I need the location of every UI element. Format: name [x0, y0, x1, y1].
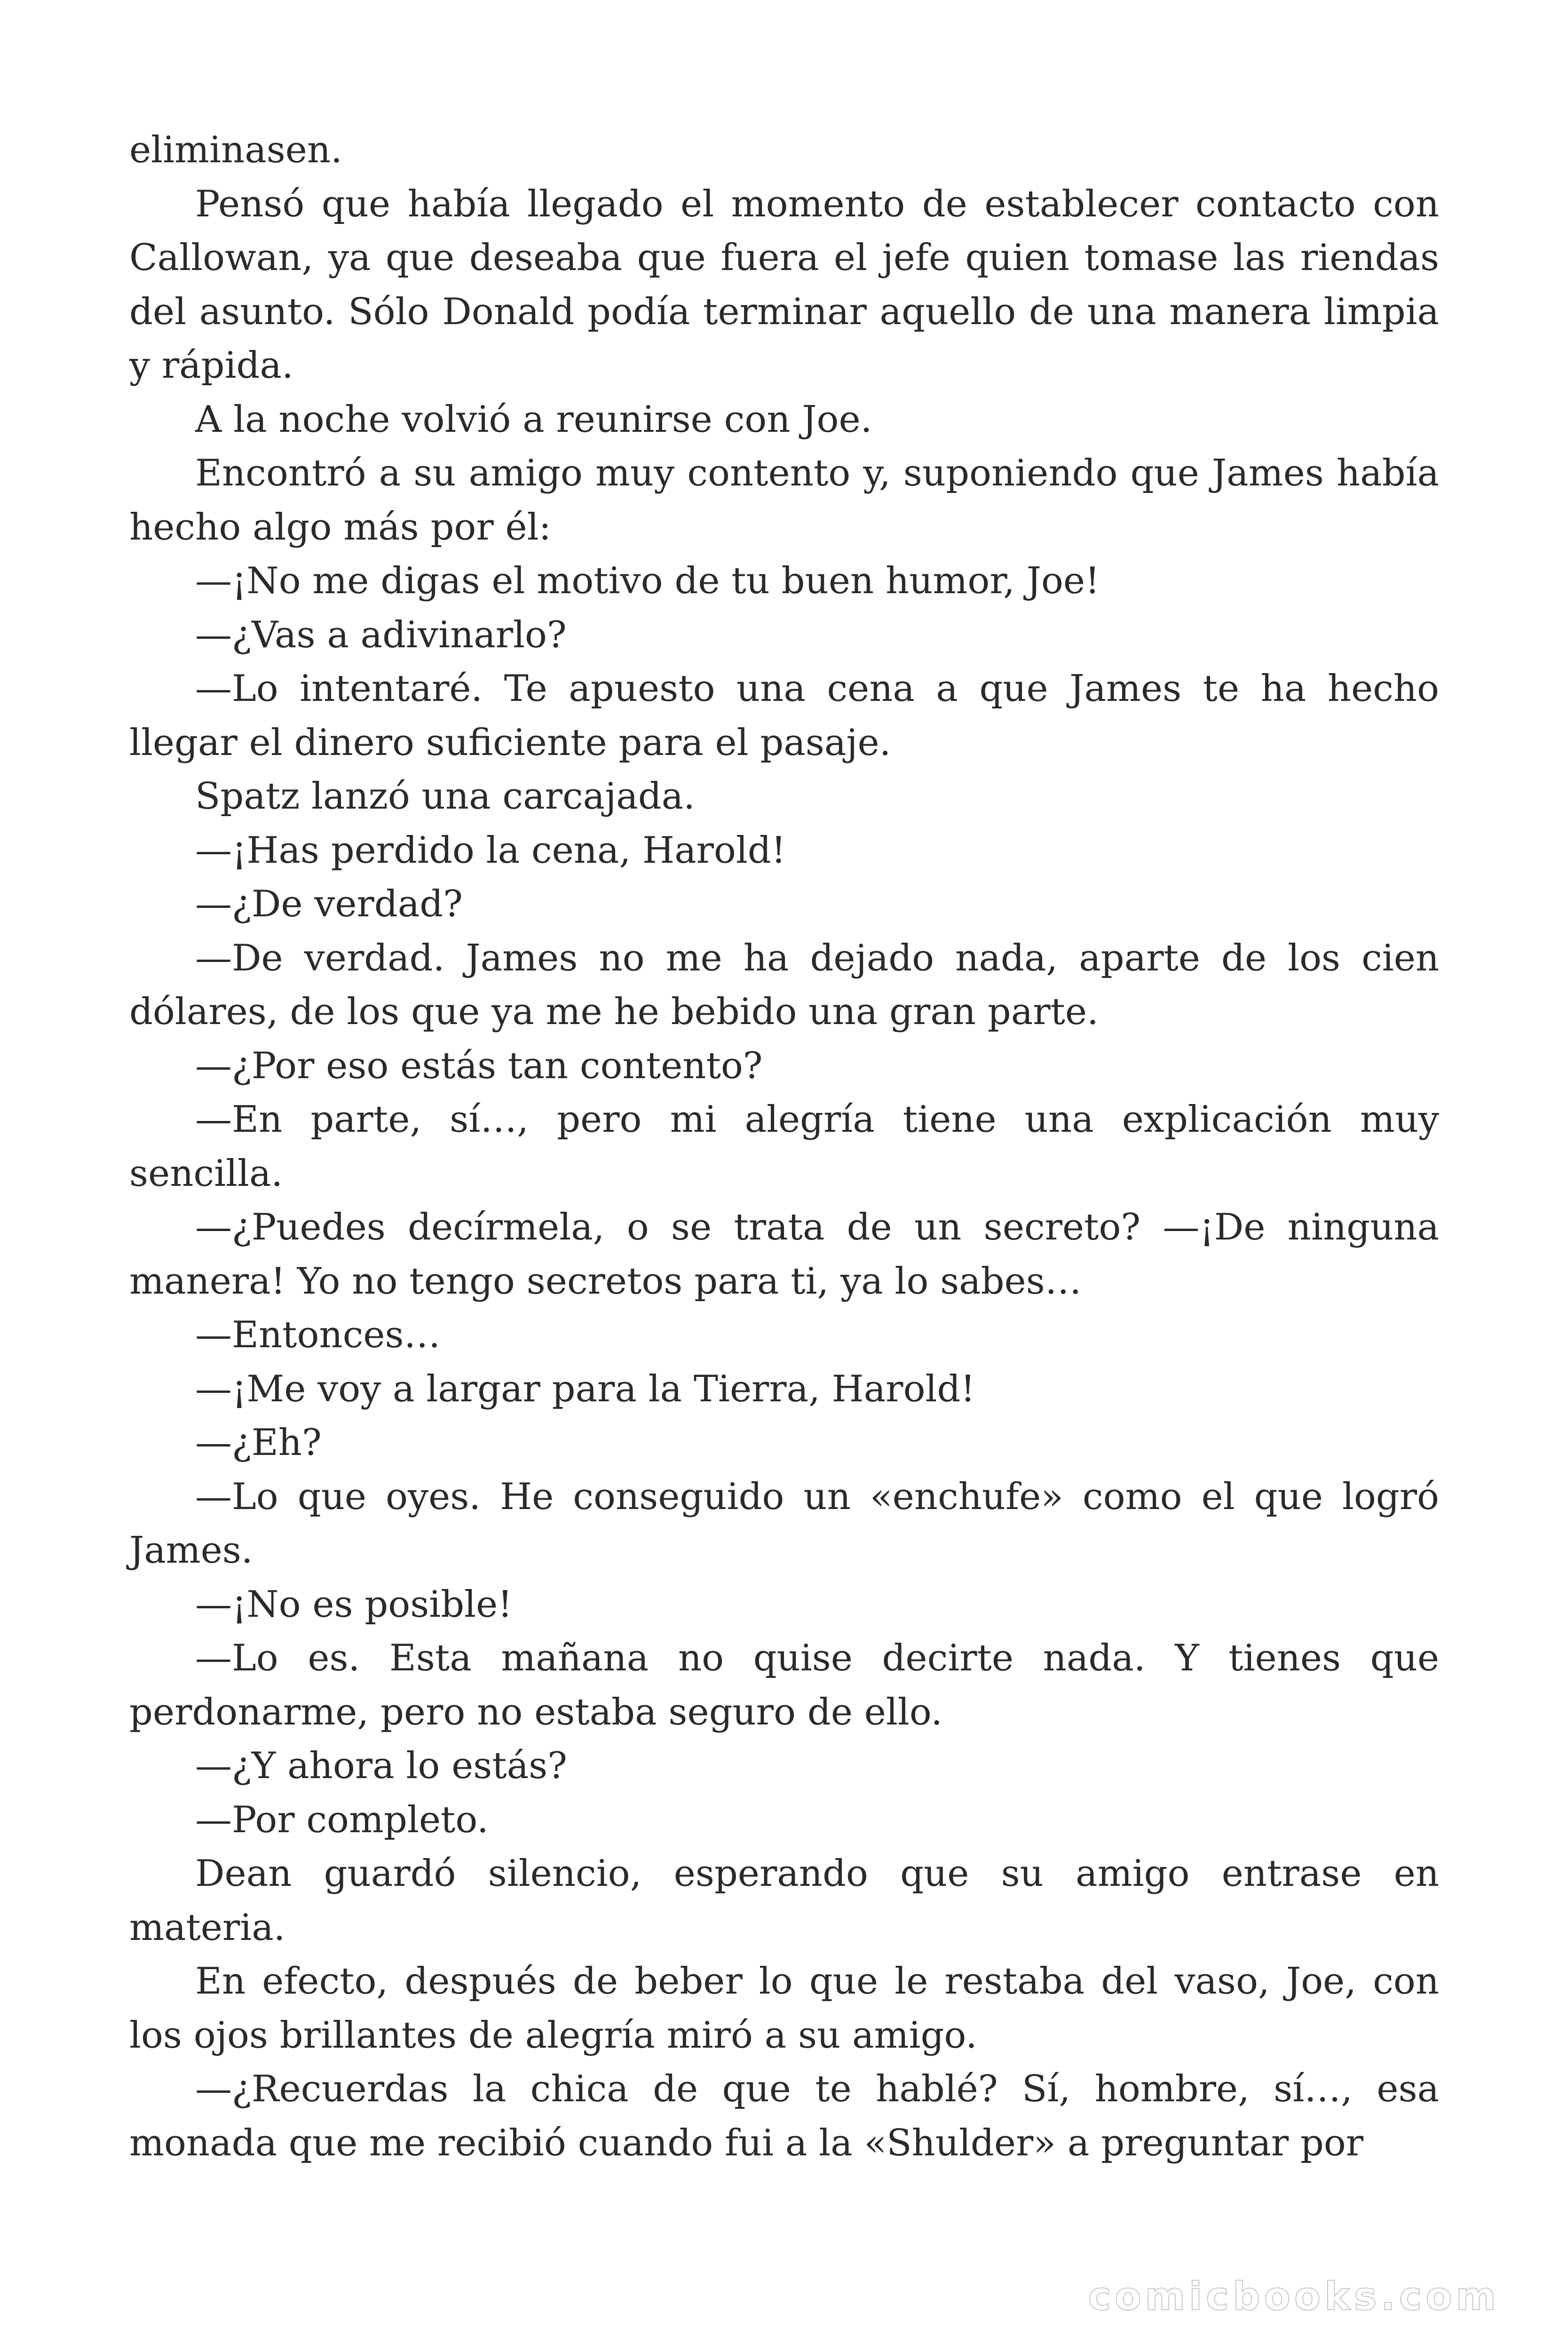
paragraph: —¿Puedes decírmela, o se trata de un secreto? —¡De ninguna manera! Yo no tengo secretos para ti, ya lo sabes… — [129, 1206, 1439, 1303]
paragraph: —¡Me voy a largar para la Tierra, Harold! — [195, 1367, 975, 1410]
paragraph: —¡Has perdido la cena, Harold! — [195, 829, 786, 872]
paragraph: —¡No me digas el motivo de tu buen humor, Joe! — [195, 560, 1100, 602]
paragraph: A la noche volvió a reunirse con Joe. — [195, 398, 872, 441]
paragraph: —En parte, sí…, pero mi alegría tiene una explicación muy sencilla. — [129, 1098, 1439, 1195]
paragraph: —Lo que oyes. He conseguido un «enchufe» como el que logró James. — [129, 1475, 1439, 1572]
paragraph: —¿Recuerdas la chica de que te hablé? Sí, hombre, sí…, esa monada que me recibió cuando fui a la «Shulder» a preguntar por — [129, 2068, 1439, 2164]
paragraph: eliminasen. — [129, 129, 342, 171]
watermark: comicbooks.com — [1088, 2274, 1500, 2319]
paragraph: Spatz lanzó una carcajada. — [195, 775, 695, 818]
paragraph: —¿Por eso estás tan contento? — [195, 1044, 763, 1087]
paragraph: —Lo intentaré. Te apuesto una cena a que James te ha hecho llegar el dinero suficiente para el pasaje. — [129, 667, 1439, 764]
paragraph: En efecto, después de beber lo que le restaba del vaso, Joe, con los ojos brillantes de alegría miró a su amigo. — [129, 1960, 1439, 2057]
paragraph: —¿Eh? — [195, 1422, 322, 1464]
paragraph: —¿De verdad? — [195, 883, 463, 925]
paragraph: Pensó que había llegado el momento de establecer contacto con Callowan, ya que deseaba que fuera el jefe quien tomase las riendas del asunto. Sólo Donald podía terminar aquello de una manera limpia y rápida. — [129, 183, 1439, 387]
paragraph: —¿Vas a adivinarlo? — [195, 613, 567, 656]
paragraph: Encontró a su amigo muy contento y, suponiendo que James había hecho algo más por él: — [129, 452, 1439, 548]
paragraph: —¡No es posible! — [195, 1583, 513, 1626]
paragraph: —De verdad. James no me ha dejado nada, aparte de los cien dólares, de los que ya me he bebido una gran parte. — [129, 937, 1439, 1033]
paragraph: —Lo es. Esta mañana no quise decirte nada. Y tienes que perdonarme, pero no estaba seguro de ello. — [129, 1637, 1439, 1733]
page-body-text — [129, 123, 1439, 2170]
paragraph: —Entonces… — [195, 1314, 441, 1356]
paragraph: —Por completo. — [195, 1798, 489, 1841]
paragraph: —¿Y ahora lo estás? — [195, 1745, 567, 1787]
paragraph: Dean guardó silencio, esperando que su amigo entrase en materia. — [129, 1852, 1439, 1949]
